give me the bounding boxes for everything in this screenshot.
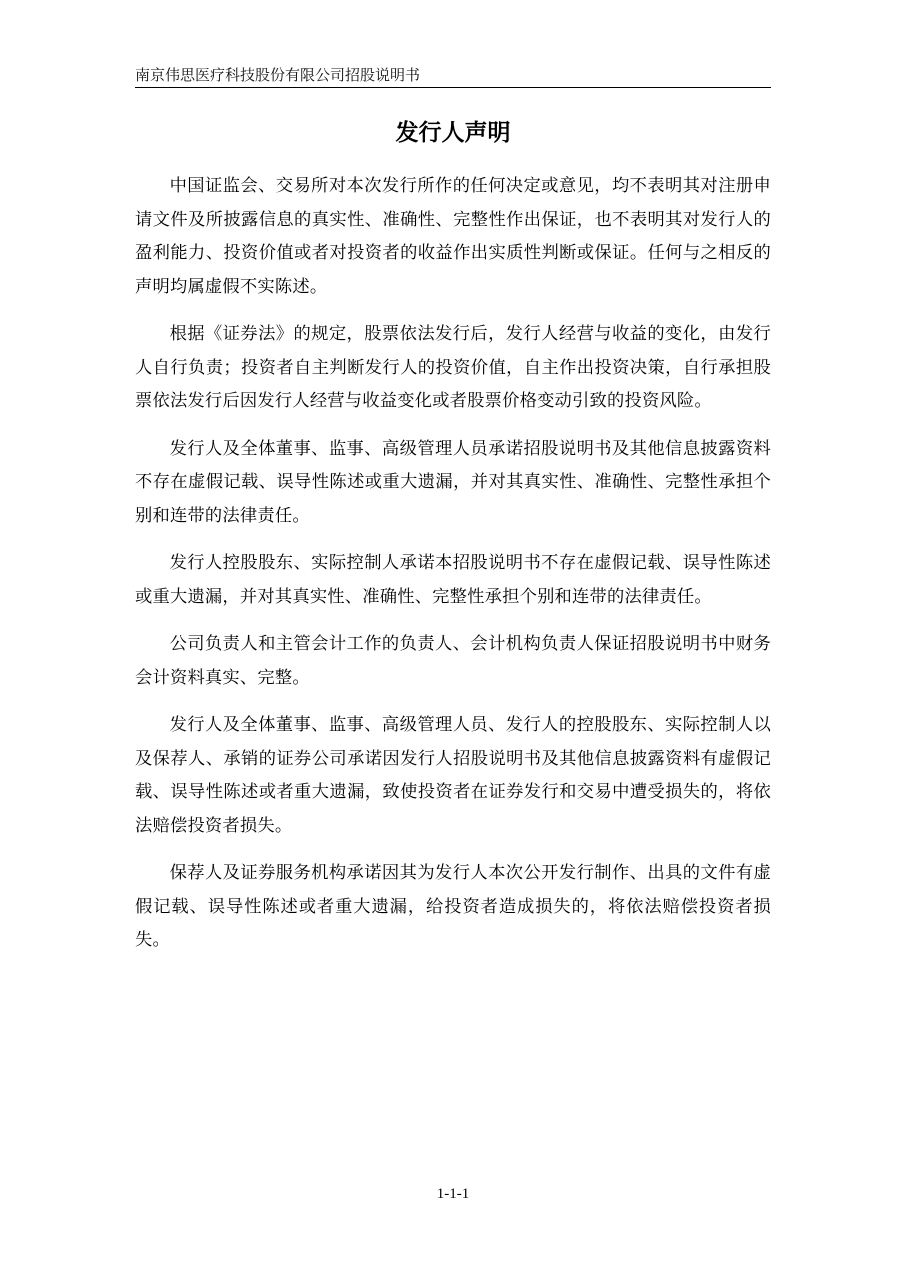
- paragraph-compensation-commitment: 发行人及全体董事、监事、高级管理人员、发行人的控股股东、实际控制人以及保荐人、承销的证券公司承诺因发行人招股说明书及其他信息披露资料有虚假记载、误导性陈述或者重大遗漏，致使投资者在证券发行和交易中遭受损失的，将依法赔偿投资者损失。: [135, 715, 771, 836]
- page-number: 1-1-1: [436, 1186, 470, 1202]
- running-header: 南京伟思医疗科技股份有限公司招股说明书: [135, 66, 421, 84]
- paragraph-csrc-disclaimer: 中国证监会、交易所对本次发行所作的任何决定或意见，均不表明其对注册申请文件及所披露信息的真实性、准确性、完整性作出保证，也不表明其对发行人的盈利能力、投资价值或者对投资者的收益作出实质性判断或保证。任何与之相反的声明均属虚假不实陈述。: [135, 176, 771, 297]
- paragraph-directors-commitment: 发行人及全体董事、监事、高级管理人员承诺招股说明书及其他信息披露资料不存在虚假记载、误导性陈述或重大遗漏，并对其真实性、准确性、完整性承担个别和连带的法律责任。: [135, 438, 771, 526]
- paragraph-sponsor-commitment: 保荐人及证券服务机构承诺因其为发行人本次公开发行制作、出具的文件有虚假记载、误导性陈述或者重大遗漏，给投资者造成损失的，将依法赔偿投资者损失。: [135, 863, 771, 950]
- statement-body: [135, 170, 771, 972]
- header-divider: [135, 87, 771, 88]
- paragraph-securities-law: 根据《证券法》的规定，股票依法发行后，发行人经营与收益的变化，由发行人自行负责；投资者自主判断发行人的投资价值，自主作出投资决策，自行承担股票依法发行后因发行人经营与收益变化或者股票价格变动引致的投资风险。: [135, 324, 771, 411]
- paragraph-controlling-shareholder: 发行人控股股东、实际控制人承诺本招股说明书不存在虚假记载、误导性陈述或重大遗漏，并对其真实性、准确性、完整性承担个别和连带的法律责任。: [135, 553, 771, 607]
- paragraph-accounting-guarantee: 公司负责人和主管会计工作的负责人、会计机构负责人保证招股说明书中财务会计资料真实、完整。: [135, 634, 771, 688]
- page-title: 发行人声明: [395, 120, 511, 146]
